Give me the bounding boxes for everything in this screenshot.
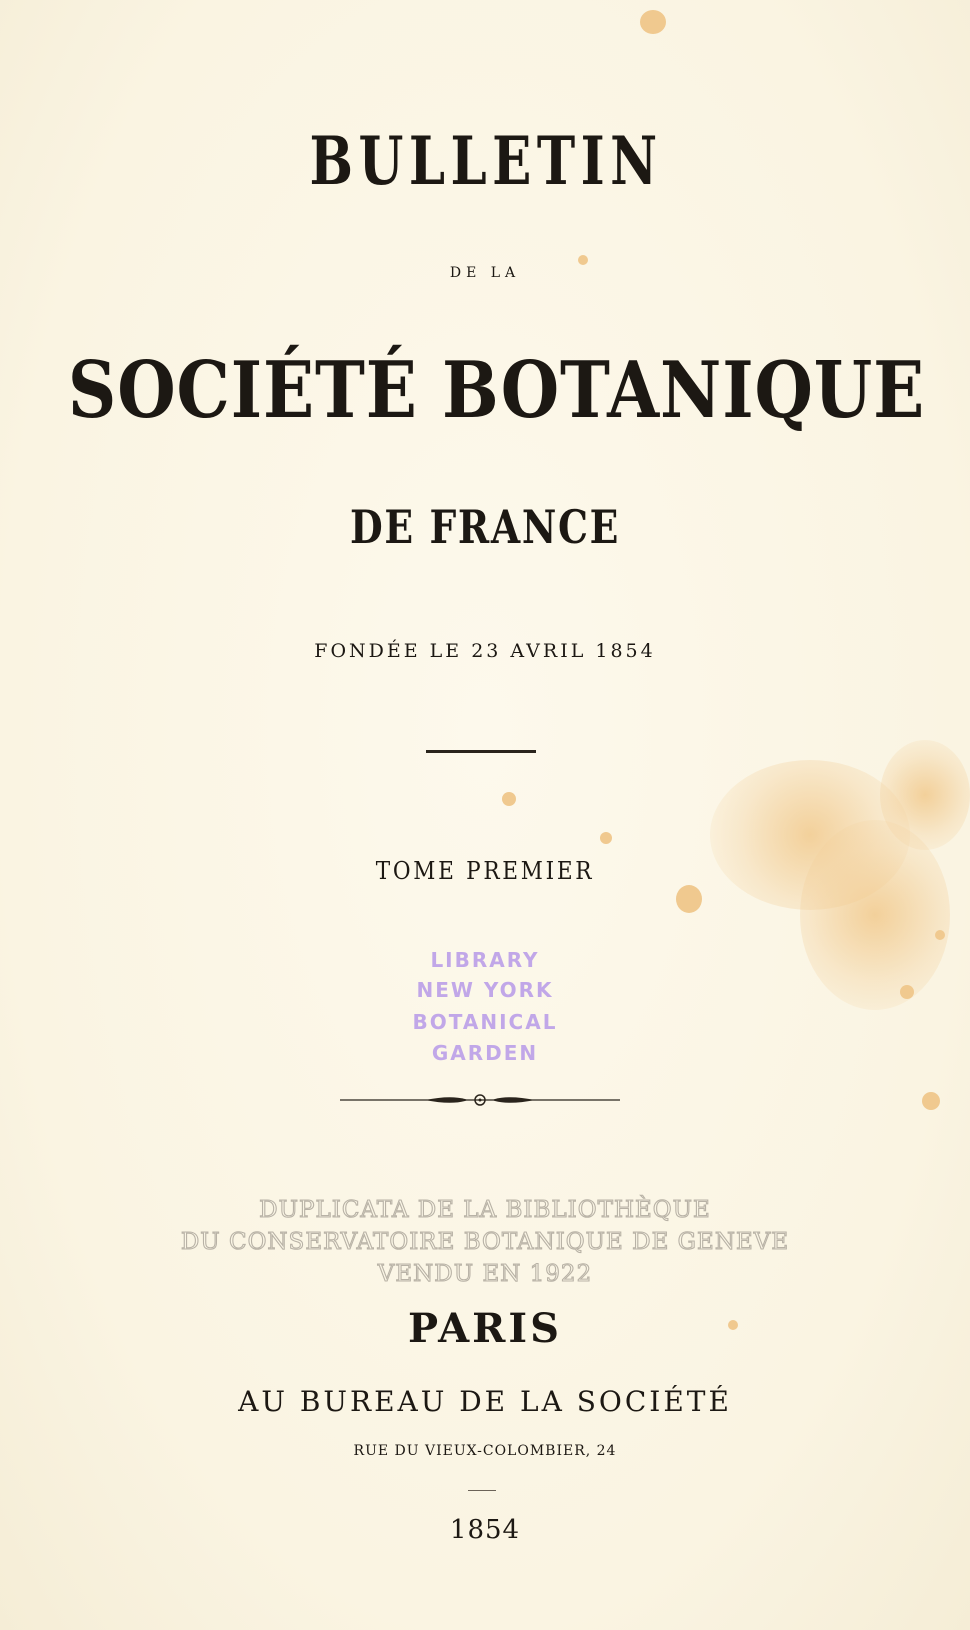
stain: [935, 930, 945, 940]
library-stamp-line: BOTANICAL: [412, 1010, 558, 1034]
divider-rule: [426, 750, 536, 753]
duplicate-stamp-line: VENDU EN 1922: [377, 1261, 593, 1287]
title-connector: DE LA: [449, 265, 521, 281]
duplicate-stamp-line: DU CONSERVATOIRE BOTANIQUE DE GENEVE: [180, 1229, 790, 1255]
country-name: DE FRANCE: [349, 500, 620, 554]
founding-date: FONDÉE LE 23 AVRIL 1854: [314, 640, 656, 662]
stain: [578, 255, 588, 265]
imprint-city: PARIS: [407, 1305, 563, 1352]
stain: [600, 832, 612, 844]
stain: [502, 792, 516, 806]
library-stamp-line: GARDEN: [431, 1041, 539, 1065]
ornamental-rule-icon: [340, 1090, 620, 1110]
stain: [640, 10, 666, 34]
library-stamp-line: NEW YORK: [416, 978, 554, 1002]
stain: [880, 740, 970, 850]
divider-rule: [468, 1490, 496, 1491]
society-name: SOCIÉTÉ BOTANIQUE: [67, 345, 926, 436]
imprint-address: RUE DU VIEUX-COLOMBIER, 24: [353, 1443, 617, 1459]
volume-label: TOME PREMIER: [375, 857, 595, 885]
imprint-publisher: AU BUREAU DE LA SOCIÉTÉ: [238, 1385, 732, 1418]
stain: [676, 885, 702, 913]
page-title: BULLETIN: [309, 122, 663, 200]
duplicate-stamp-line: DUPLICATA DE LA BIBLIOTHÈQUE: [259, 1197, 711, 1223]
imprint-year: 1854: [449, 1515, 521, 1545]
library-stamp-line: LIBRARY: [430, 948, 540, 972]
stain: [922, 1092, 940, 1110]
